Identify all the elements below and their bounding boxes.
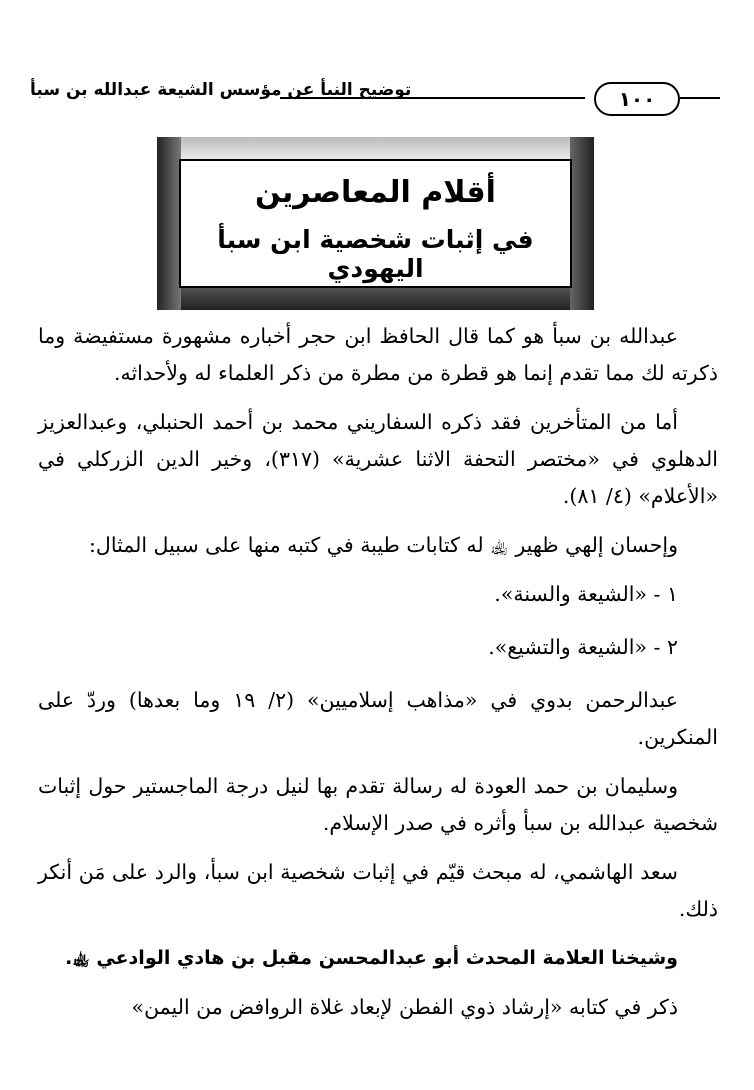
paragraph: ذكر في كتابه «إرشاد ذوي الفطن لإبعاد غلاة الروافض من اليمن» xyxy=(131,995,678,1019)
paragraph: وإحسان إلهي ظهير ﵀ له كتابات طيبة في كتبه منها على سبيل المثال: xyxy=(89,533,678,557)
body-text xyxy=(38,318,718,1038)
heading-subtitle: في إثبات شخصية ابن سبأ اليهودي xyxy=(217,225,534,283)
running-title: توضيح النبأ عن مؤسس الشيعة عبدالله بن سبأ xyxy=(30,80,412,100)
paragraph: سعد الهاشمي، له مبحث قيّم في إثبات شخصية ابن سبأ، والرد على مَن أنكر ذلك. xyxy=(38,860,718,921)
list-item: ١ - «الشيعة والسنة». xyxy=(494,582,678,606)
header-rule xyxy=(280,97,585,99)
paragraph-bold: وشيخنا العلامة المحدث أبو عبدالمحسن مقبل بن هادي الوادعي ﵀. xyxy=(65,947,678,969)
heading-title: أقلام المعاصرين xyxy=(255,175,496,210)
list-item: ٢ - «الشيعة والتشيع». xyxy=(488,635,678,659)
paragraph: أما من المتأخرين فقد ذكره السفاريني محمد بن أحمد الحنبلي، وعبدالعزيز الدهلوي في «مختصر التحفة الاثنا عشرية» (٣١٧)، وخير الدين الزركلي في «الأعلام» (٤/ ٨١). xyxy=(38,410,718,508)
paragraph: عبدالله بن سبأ هو كما قال الحافظ ابن حجر أخباره مشهورة مستفيضة وما ذكرته لك مما تقدم إنما هو قطرة من مطرة من ذكر العلماء له ولأحداثه. xyxy=(38,324,718,385)
heading-frame xyxy=(157,137,594,310)
paragraph: عبدالرحمن بدوي في «مذاهب إسلاميين» (٢/ ١٩ وما بعدها) وردّ على المنكرين. xyxy=(38,688,718,749)
page-number: ١٠٠ xyxy=(594,82,680,116)
page-header xyxy=(30,80,720,120)
header-rule-right xyxy=(680,97,720,99)
heading-box xyxy=(179,159,572,288)
paragraph: وسليمان بن حمد العودة له رسالة تقدم بها لنيل درجة الماجستير حول إثبات شخصية عبدالله بن سبأ وأثره في صدر الإسلام. xyxy=(38,774,718,835)
